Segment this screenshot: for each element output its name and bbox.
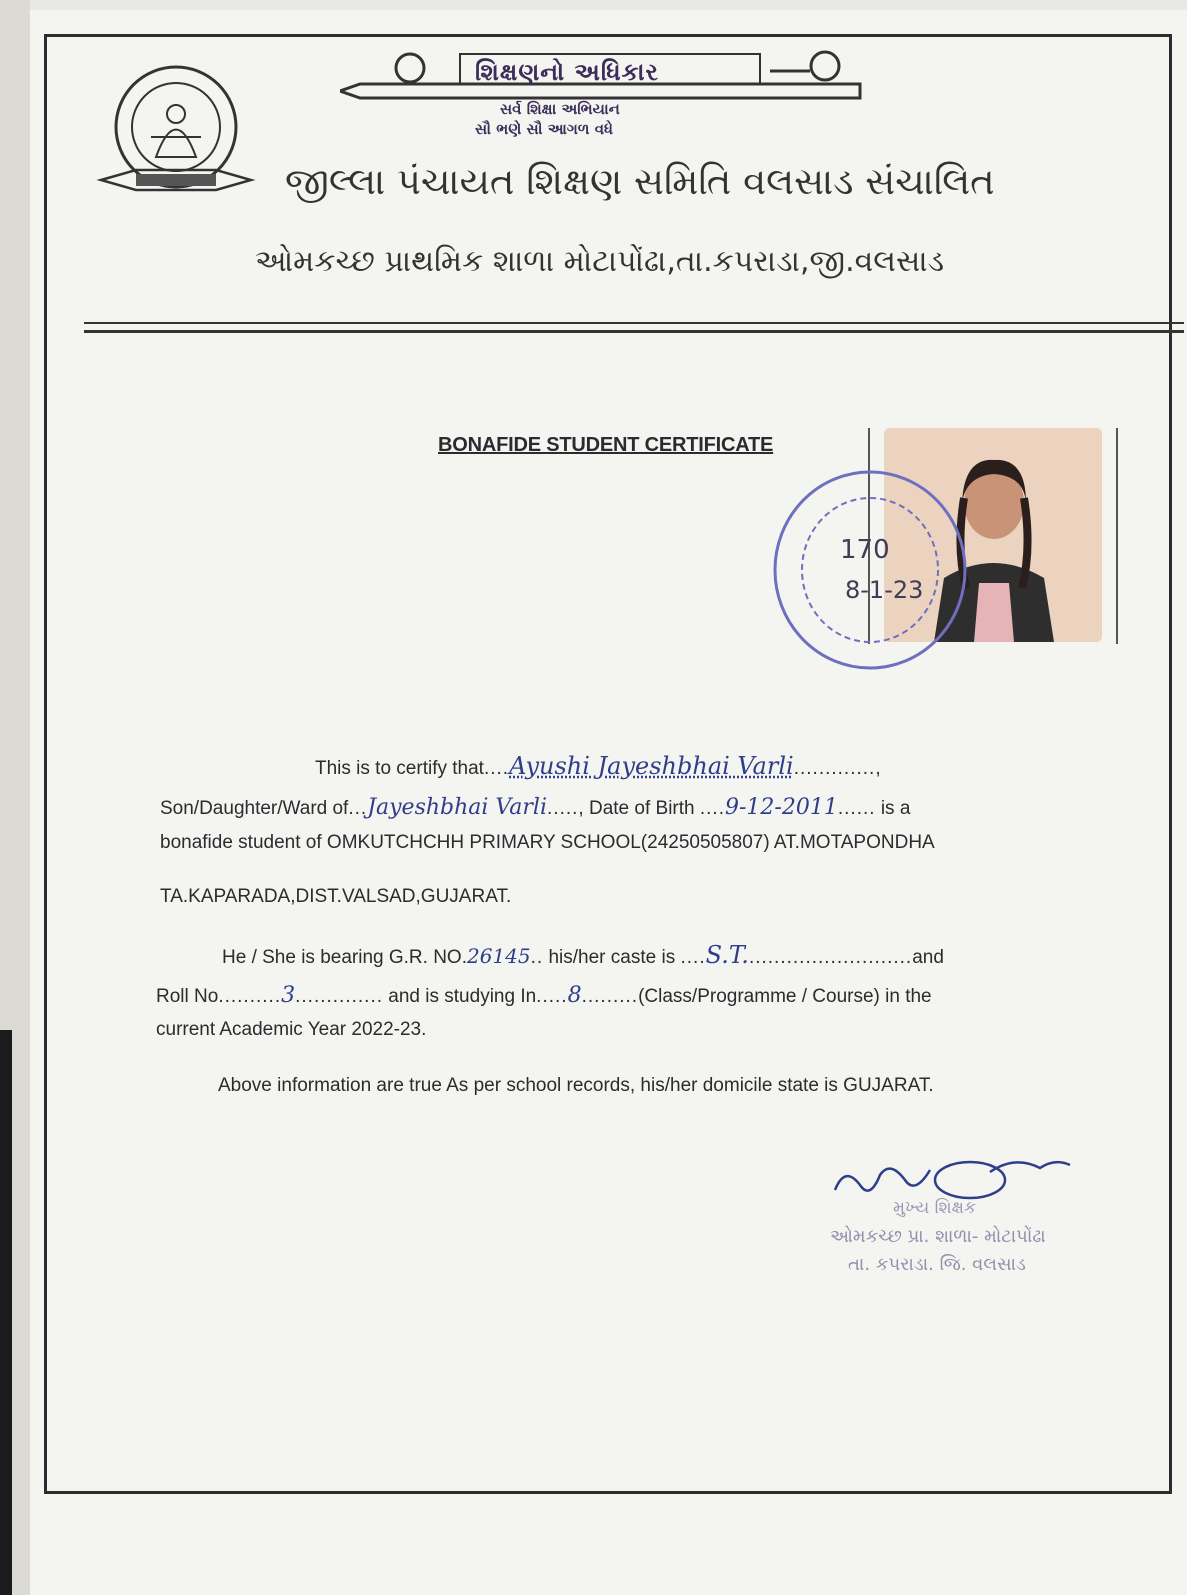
dob-value: 9-12-2011 (725, 795, 838, 820)
parent-name-value: Jayeshbhai Varli (367, 795, 548, 820)
signature-school-stamp: ઓમકચ્છ પ્રા. શાળા- મોટાપોંઢા (830, 1226, 1046, 1247)
certificate-title: BONAFIDE STUDENT CERTIFICATE (438, 434, 774, 456)
banner-title: શિક્ષણનો અધિકાર (475, 58, 659, 86)
stamp-date: 8-1-23 (845, 576, 924, 604)
and-text: and (912, 947, 944, 968)
parent-line: Son/Daughter/Ward of...Jayeshbhai Varli....., Date of Birth ....9-12-2011...... is a (160, 795, 911, 820)
header-divider-thick (84, 330, 1184, 333)
is-a-text: is a (880, 798, 911, 819)
class-value: 8 (567, 983, 582, 1008)
signature-role: મુખ્ય શિક્ષક (893, 1198, 976, 1218)
school-line: bonafide student of OMKUTCHCHH PRIMARY SCHOOL(24250505807) AT.MOTAPONDHA (160, 832, 935, 853)
committee-heading: જીલ્લા પંચાયત શિક્ષણ સમિતિ વલસાડ સંચાલિત (285, 160, 995, 203)
stamp-number: 170 (840, 535, 890, 565)
address-line: TA.KAPARADA,DIST.VALSAD,GUJARAT. (160, 886, 512, 907)
school-seal-logo (96, 62, 256, 212)
school-stamp (770, 470, 970, 680)
signature-place-stamp: તા. કપરાડા. જિ. વલસાડ (848, 1254, 1026, 1275)
background-shadow (0, 1030, 12, 1595)
student-name-value: Ayushi Jayeshbhai Varli (509, 752, 794, 780)
caste-value: S.T. (705, 941, 749, 969)
roll-number-value: 3 (281, 983, 296, 1008)
class-suffix: (Class/Programme / Course) in the (638, 986, 932, 1007)
certify-line: This is to certify that....Ayushi Jayeshbhai Varli............., (315, 752, 882, 780)
certify-prefix: This is to certify that (315, 758, 484, 779)
banner-subtitle-2: સૌ ભણે સૌ આગળ વધે (475, 120, 614, 138)
year-line: current Academic Year 2022-23. (156, 1019, 427, 1040)
header-divider-thin (84, 322, 1184, 324)
roll-label: Roll No (156, 986, 219, 1007)
studying-label: and is studying In (388, 986, 537, 1007)
gr-number-value: 26145 (467, 944, 531, 968)
banner-subtitle-1: સર્વ શિક્ષા અભિયાન (500, 100, 620, 118)
gr-line: He / She is bearing G.R. NO.26145.. his/her caste is ....S.T...........................and (222, 941, 944, 969)
dob-label: , Date of Birth (578, 798, 695, 819)
domicile-line: Above information are true As per school records, his/her domicile state is GUJARAT. (218, 1075, 934, 1096)
caste-label: his/her caste is (548, 947, 676, 968)
relation-label: Son/Daughter/Ward of (160, 798, 349, 819)
roll-line: Roll No..........3.............. and is studying In.....8.........(Class/Programme / Course) in the (156, 983, 932, 1008)
gr-prefix: He / She is bearing G.R. NO. (222, 947, 467, 968)
school-heading: ઓમકચ્છ પ્રાથમિક શાળા મોટાપોંઢા,તા.કપરાડા,જી.વલસાડ (255, 244, 945, 279)
